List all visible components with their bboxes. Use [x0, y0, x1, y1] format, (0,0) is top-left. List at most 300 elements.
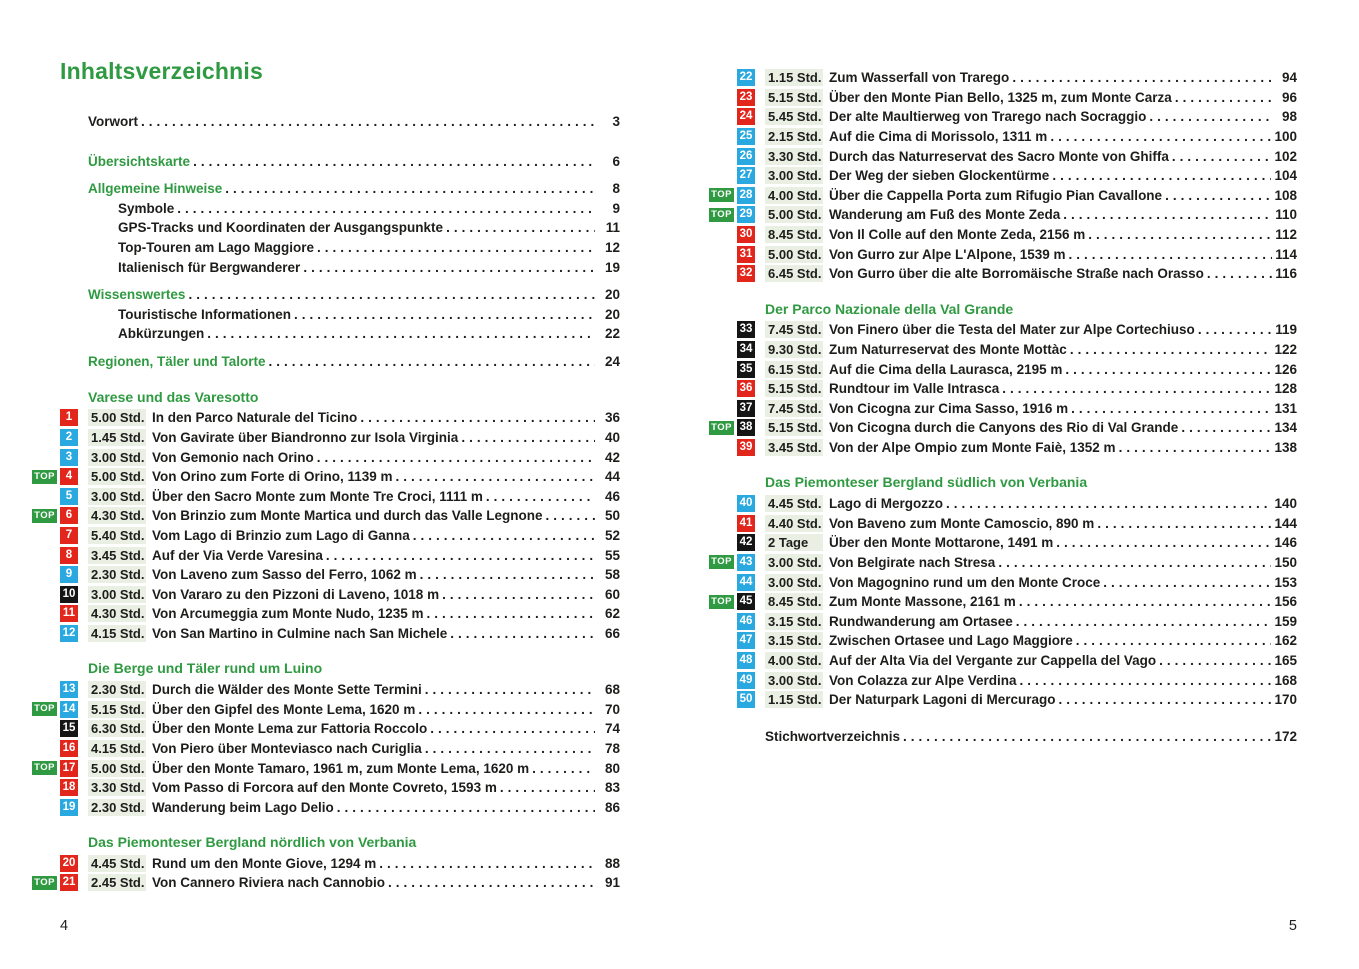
tour-duration: 2 Tage	[765, 534, 823, 551]
top-badge-slot	[707, 421, 737, 435]
tour-title: Von Gurro zur Alpe L'Alpone, 1539 m	[829, 246, 1066, 262]
tour-number-badge: 50	[737, 691, 755, 708]
tour-duration: 6.15 Std.	[765, 361, 823, 378]
dot-leader	[450, 626, 595, 641]
dot-leader	[1056, 535, 1271, 550]
dot-leader	[1020, 673, 1272, 688]
dot-leader	[188, 285, 595, 305]
tour-title: Vom Lago di Brinzio zum Lago di Ganna	[152, 527, 410, 543]
tour-page-number: 80	[604, 760, 620, 776]
tour-title: Rund um den Monte Giove, 1294 m	[152, 855, 377, 871]
section-heading: Das Piemonteser Bergland nördlich von Verbania	[88, 834, 417, 850]
dot-leader	[207, 324, 595, 344]
tour-number-badge: 43	[737, 554, 755, 571]
dot-leader	[1198, 322, 1272, 337]
tour-page-number: 83	[604, 780, 620, 796]
top-badge-slot	[30, 470, 60, 484]
tour-title: Der alte Maultierweg von Trarego nach Socraggio	[829, 109, 1147, 125]
dot-leader	[193, 152, 595, 172]
tour-duration: 3.45 Std.	[88, 547, 146, 564]
tour-title: Von Piero über Monteviasco nach Curiglia	[152, 740, 422, 756]
toc-section	[711, 68, 1297, 284]
toc-entry	[30, 680, 620, 700]
front-matter-page-number: 11	[605, 220, 620, 236]
toc-entry	[30, 624, 620, 644]
front-matter-label-green: Allgemeine Hinweise	[88, 181, 223, 197]
tour-duration: 3.00 Std.	[765, 672, 823, 689]
dot-leader	[1069, 247, 1273, 262]
dot-leader	[1175, 90, 1272, 105]
tour-page-number: 55	[604, 547, 620, 563]
tour-number-badge: 29	[737, 206, 755, 223]
front-matter-label-green: Wissenswertes	[88, 287, 186, 303]
tour-duration: 3.15 Std.	[765, 632, 823, 649]
toc-entry	[30, 584, 620, 604]
front-matter-page-number: 19	[604, 259, 620, 275]
tour-page-number: 86	[604, 799, 620, 815]
tour-title: Über den Monte Lema zur Fattoria Roccolo	[152, 721, 428, 737]
toc-entry	[707, 186, 1297, 206]
page-number-left: 4	[60, 918, 69, 934]
tour-number-badge: 20	[60, 855, 78, 872]
tour-duration: 1.45 Std.	[88, 429, 146, 446]
tour-title: Zum Naturreservat des Monte Mottàc	[829, 342, 1067, 358]
tour-number-badge: 19	[60, 799, 78, 816]
tour-title: Von Magognino rund um den Monte Croce	[829, 574, 1101, 590]
tour-title: Rundtour im Valle Intrasca	[829, 381, 1000, 397]
tour-page-number: 114	[1275, 246, 1297, 262]
tour-title: Von Laveno zum Sasso del Ferro, 1062 m	[152, 567, 417, 583]
tour-duration: 2.30 Std.	[88, 566, 146, 583]
tour-page-number: 100	[1274, 129, 1297, 145]
dot-leader	[1207, 266, 1272, 281]
dot-leader	[396, 469, 595, 484]
right-sections	[711, 68, 1297, 709]
tour-page-number: 150	[1274, 554, 1297, 570]
toc-entry	[707, 399, 1297, 419]
dot-leader	[1052, 168, 1271, 183]
tour-page-number: 74	[604, 721, 620, 737]
toc-entry	[30, 699, 620, 719]
tour-duration: 1.15 Std.	[765, 69, 823, 86]
toc-entry	[707, 244, 1297, 264]
tour-page-number: 98	[1281, 109, 1297, 125]
toc-entry	[30, 739, 620, 759]
top-badge-slot	[707, 208, 737, 222]
tour-number-badge: 34	[737, 341, 755, 358]
dot-leader	[442, 587, 595, 602]
tour-title: Von Cicogna durch die Canyons des Rio di Val Grande	[829, 420, 1179, 436]
front-matter-page-number: 24	[604, 353, 620, 369]
front-matter-label: Symbole	[118, 200, 175, 216]
dot-leader	[425, 682, 595, 697]
front-matter-row	[60, 324, 620, 344]
toc-entry	[30, 487, 620, 507]
tour-number-badge: 33	[737, 321, 755, 338]
left-column	[34, 58, 620, 893]
tour-duration: 3.00 Std.	[88, 449, 146, 466]
tour-page-number: 170	[1274, 692, 1297, 708]
left-sections	[34, 388, 620, 893]
tour-title: Von Il Colle auf den Monte Zeda, 2156 m	[829, 227, 1086, 243]
tour-title: Vom Passo di Forcora auf den Monte Covreto, 1593 m	[152, 780, 497, 796]
tour-number-badge: 31	[737, 246, 755, 263]
dot-leader	[532, 761, 595, 776]
tour-duration: 2.30 Std.	[88, 799, 146, 816]
tour-page-number: 102	[1274, 148, 1297, 164]
tour-number-badge: 27	[737, 167, 755, 184]
top-badge: TOP	[709, 188, 734, 202]
tour-number-badge: 16	[60, 740, 78, 757]
front-matter-page-number: 6	[612, 153, 620, 169]
tour-title: Rundwanderung am Ortasee	[829, 613, 1013, 629]
dot-leader	[337, 800, 595, 815]
tour-page-number: 36	[604, 410, 620, 426]
tour-page-number: 159	[1274, 613, 1297, 629]
dot-leader	[1097, 516, 1271, 531]
tour-page-number: 96	[1281, 89, 1297, 105]
tour-title: Der Weg der sieben Glockentürme	[829, 168, 1050, 184]
tour-page-number: 88	[604, 855, 620, 871]
tour-number-badge: 15	[60, 720, 78, 737]
top-badge: TOP	[709, 208, 734, 222]
tour-number-badge: 24	[737, 108, 755, 125]
toc-entry	[707, 205, 1297, 225]
toc-entry	[30, 447, 620, 467]
tour-duration: 5.15 Std.	[765, 380, 823, 397]
page-title: Inhaltsverzeichnis	[60, 58, 264, 84]
top-badge: TOP	[32, 876, 57, 890]
toc-entry	[707, 513, 1297, 533]
dot-leader	[1071, 401, 1271, 416]
front-matter-row	[60, 238, 620, 258]
tour-number-badge: 8	[60, 547, 78, 564]
dot-leader	[1149, 109, 1272, 124]
front-matter-label: Italienisch für Bergwanderer	[118, 259, 301, 275]
toc-entry	[30, 526, 620, 546]
tour-number-badge: 36	[737, 380, 755, 397]
dot-leader	[486, 489, 595, 504]
front-matter-page-number: 8	[612, 181, 620, 197]
tour-page-number: 44	[604, 469, 620, 485]
front-matter-row	[60, 285, 620, 305]
tour-duration: 4.00 Std.	[765, 652, 823, 669]
toc-entry	[707, 225, 1297, 245]
tour-duration: 5.00 Std.	[88, 409, 146, 426]
top-badge-slot	[30, 761, 60, 775]
tour-duration: 3.00 Std.	[88, 488, 146, 505]
tour-duration: 3.00 Std.	[765, 574, 823, 591]
top-badge: TOP	[32, 470, 57, 484]
tour-number-badge: 46	[737, 613, 755, 630]
front-matter-page-number: 22	[604, 326, 620, 342]
dot-leader	[1088, 227, 1272, 242]
tour-number-badge: 28	[737, 187, 755, 204]
section-heading: Varese und das Varesotto	[88, 388, 259, 405]
front-matter-label: Touristische Informationen	[118, 306, 292, 322]
tour-duration: 3.00 Std.	[765, 554, 823, 571]
toc-entry	[707, 340, 1297, 360]
tour-number-badge: 48	[737, 652, 755, 669]
dot-leader	[420, 567, 595, 582]
tour-number-badge: 11	[60, 605, 78, 622]
tour-title: Von Orino zum Forte di Orino, 1139 m	[152, 469, 393, 485]
tour-title: Zwischen Ortasee und Lago Maggiore	[829, 633, 1073, 649]
dot-leader	[418, 702, 595, 717]
tour-page-number: 110	[1275, 207, 1297, 223]
toc-entry	[707, 651, 1297, 671]
dot-leader	[1103, 575, 1271, 590]
toc-entry	[30, 797, 620, 817]
tour-number-badge: 25	[737, 128, 755, 145]
tour-duration: 5.15 Std.	[88, 701, 146, 718]
section-heading: Das Piemonteser Bergland südlich von Verbania	[765, 474, 1088, 491]
toc-entry	[707, 418, 1297, 438]
tour-page-number: 50	[604, 508, 620, 524]
tour-duration: 9.30 Std.	[765, 341, 823, 358]
toc-entry	[30, 854, 620, 874]
toc-section	[34, 833, 620, 893]
tour-duration: 5.00 Std.	[88, 468, 146, 485]
dot-leader	[546, 508, 595, 523]
top-badge: TOP	[32, 761, 57, 775]
toc-entry	[30, 545, 620, 565]
toc-entry	[707, 107, 1297, 127]
dot-leader	[388, 875, 595, 890]
tour-number-badge: 3	[60, 449, 78, 466]
tour-title: Zum Wasserfall von Trarego	[829, 70, 1010, 86]
tour-number-badge: 40	[737, 495, 755, 512]
tour-page-number: 146	[1274, 535, 1297, 551]
tour-title: Von Gemonio nach Orino	[152, 449, 314, 465]
tour-page-number: 116	[1275, 266, 1297, 282]
tour-page-number: 140	[1274, 496, 1297, 512]
tour-duration: 5.00 Std.	[88, 760, 146, 777]
toc-entry	[707, 572, 1297, 592]
tour-number-badge: 45	[737, 593, 755, 610]
tour-duration: 3.45 Std.	[765, 439, 823, 456]
dot-leader	[425, 741, 595, 756]
front-matter-label: Vorwort	[88, 114, 138, 129]
toc-section	[34, 388, 620, 644]
tour-title: Über den Sacro Monte zum Monte Tre Croci, 1111 m	[152, 488, 483, 504]
tour-page-number: 42	[604, 449, 620, 465]
toc-section	[711, 473, 1297, 709]
tour-page-number: 122	[1274, 342, 1297, 358]
toc-entry	[707, 146, 1297, 166]
dot-leader	[303, 258, 595, 278]
tour-number-badge: 4	[60, 468, 78, 485]
tour-duration: 5.40 Std.	[88, 527, 146, 544]
dot-leader	[430, 721, 595, 736]
front-matter-row	[60, 112, 620, 132]
top-badge: TOP	[32, 509, 57, 523]
front-matter-label: GPS-Tracks und Koordinaten der Ausgangspunkte	[118, 220, 444, 236]
front-matter-label-green: Regionen, Täler und Talorte	[88, 353, 266, 369]
tour-duration: 2.15 Std.	[765, 128, 823, 145]
toc-entry	[30, 604, 620, 624]
tour-page-number: 162	[1274, 633, 1297, 649]
top-badge-slot	[30, 702, 60, 716]
tour-page-number: 40	[604, 430, 620, 446]
dot-leader	[446, 218, 595, 238]
tour-number-badge: 13	[60, 681, 78, 698]
right-column	[711, 68, 1297, 747]
tour-page-number: 126	[1274, 361, 1297, 377]
dot-leader	[1065, 362, 1271, 377]
tour-duration: 5.45 Std.	[765, 108, 823, 125]
tour-title: Von Belgirate nach Stresa	[829, 554, 996, 570]
tour-title: Von Cicogna zur Cima Sasso, 1916 m	[829, 400, 1069, 416]
tour-duration: 4.00 Std.	[765, 187, 823, 204]
front-matter-row	[60, 258, 620, 278]
tour-duration: 5.00 Std.	[765, 206, 823, 223]
tour-number-badge: 18	[60, 779, 78, 796]
toc-entry	[707, 359, 1297, 379]
front-matter-row	[60, 152, 620, 172]
front-matter-page-number: 9	[612, 200, 620, 216]
toc-entry	[707, 379, 1297, 399]
toc-entry	[707, 166, 1297, 186]
toc-entry	[707, 670, 1297, 690]
tour-page-number: 78	[604, 740, 620, 756]
toc-entry	[30, 565, 620, 585]
tour-title: Von Brinzio zum Monte Martica und durch das Valle Legnone	[152, 508, 543, 524]
tour-page-number: 128	[1274, 381, 1297, 397]
tour-number-badge: 30	[737, 226, 755, 243]
front-matter-page-number: 3	[612, 114, 620, 129]
dot-leader	[294, 305, 595, 325]
tour-page-number: 168	[1274, 672, 1297, 688]
tour-duration: 4.30 Std.	[88, 605, 146, 622]
front-matter-row	[60, 352, 620, 372]
tour-number-badge: 47	[737, 632, 755, 649]
tour-duration: 6.45 Std.	[765, 265, 823, 282]
tour-title: Von Vararo zu den Pizzoni di Laveno, 1018 m	[152, 586, 440, 602]
tour-page-number: 52	[604, 527, 620, 543]
tour-number-badge: 9	[60, 566, 78, 583]
dot-leader	[1070, 342, 1272, 357]
top-badge: TOP	[709, 555, 734, 569]
tour-title: Von Baveno zum Monte Camoscio, 890 m	[829, 515, 1095, 531]
tour-page-number: 119	[1275, 322, 1297, 338]
dot-leader	[461, 430, 595, 445]
tour-number-badge: 41	[737, 515, 755, 532]
toc-section	[34, 659, 620, 817]
tour-title: Auf der Alta Via del Vergante zur Cappella del Vago	[829, 652, 1157, 668]
tour-title: Von Gavirate über Biandronno zur Isola Virginia	[152, 430, 459, 446]
tour-number-badge: 44	[737, 574, 755, 591]
tour-number-badge: 12	[60, 625, 78, 642]
tour-number-badge: 38	[737, 419, 755, 436]
tour-page-number: 131	[1274, 400, 1297, 416]
tour-page-number: 62	[604, 606, 620, 622]
tour-duration: 4.15 Std.	[88, 740, 146, 757]
tour-duration: 1.15 Std.	[765, 691, 823, 708]
front-matter-label-green: Übersichtskarte	[88, 153, 191, 169]
tour-title: Durch die Wälder des Monte Sette Termini	[152, 682, 422, 698]
tour-duration: 5.15 Std.	[765, 419, 823, 436]
tour-duration: 4.45 Std.	[88, 855, 146, 872]
toc-entry	[707, 592, 1297, 612]
tour-duration: 4.45 Std.	[765, 495, 823, 512]
tour-page-number: 108	[1274, 187, 1297, 203]
dot-leader	[1172, 149, 1272, 164]
tour-title: Wanderung am Fuß des Monte Zeda	[829, 207, 1061, 223]
toc-entry	[707, 264, 1297, 284]
tour-title: Von Finero über die Testa del Mater zur Alpe Cortechiuso	[829, 322, 1195, 338]
tour-title: Von San Martino in Culmine nach San Michele	[152, 625, 448, 641]
tour-title: Zum Monte Massone, 2161 m	[829, 594, 1016, 610]
tour-number-badge: 32	[737, 265, 755, 282]
tour-number-badge: 23	[737, 89, 755, 106]
dot-leader	[225, 179, 595, 199]
tour-title: Der Naturpark Lagoni di Mercurago	[829, 692, 1056, 708]
dot-leader	[141, 112, 595, 132]
tour-number-badge: 22	[737, 69, 755, 86]
toc-entry	[30, 506, 620, 526]
tour-duration: 3.15 Std.	[765, 613, 823, 630]
dot-leader	[269, 352, 595, 372]
dot-leader	[1059, 692, 1272, 707]
tour-page-number: 165	[1274, 652, 1297, 668]
tour-number-badge: 37	[737, 400, 755, 417]
top-badge-slot	[707, 595, 737, 609]
tour-title: In den Parco Naturale del Ticino	[152, 410, 358, 426]
toc-entry	[30, 873, 620, 893]
tour-page-number: 156	[1274, 594, 1297, 610]
tour-duration: 7.45 Std.	[765, 321, 823, 338]
tour-title: Auf die Cima della Laurasca, 2195 m	[829, 361, 1063, 377]
dot-leader	[379, 856, 595, 871]
toc-entry	[707, 690, 1297, 710]
front-matter-list	[60, 112, 620, 372]
front-matter-label: Abkürzungen	[118, 326, 205, 342]
dot-leader	[1159, 653, 1271, 668]
tour-title: Über den Monte Tamaro, 1961 m, zum Monte Lema, 1620 m	[152, 760, 530, 776]
tour-title: Über den Gipfel des Monte Lema, 1620 m	[152, 701, 416, 717]
tour-page-number: 58	[604, 567, 620, 583]
tour-number-badge: 42	[737, 534, 755, 551]
dot-leader	[1076, 633, 1272, 648]
front-matter-page-number: 20	[604, 287, 620, 303]
toc-entry	[707, 320, 1297, 340]
tour-number-badge: 17	[60, 760, 78, 777]
tour-duration: 3.30 Std.	[765, 148, 823, 165]
tour-duration: 4.15 Std.	[88, 625, 146, 642]
dot-leader	[998, 555, 1271, 570]
dot-leader	[1012, 70, 1272, 85]
toc-entry	[707, 127, 1297, 147]
tour-title: Von der Alpe Ompio zum Monte Faiè, 1352 m	[829, 439, 1116, 455]
front-matter-row	[60, 305, 620, 325]
tour-duration: 8.45 Std.	[765, 593, 823, 610]
tour-page-number: 70	[604, 701, 620, 717]
tour-page-number: 134	[1274, 420, 1297, 436]
dot-leader	[1063, 207, 1272, 222]
tour-page-number: 91	[604, 875, 620, 891]
dot-leader	[413, 528, 595, 543]
section-heading: Der Parco Nazionale della Val Grande	[765, 300, 1014, 317]
tour-number-badge: 49	[737, 672, 755, 689]
tour-duration: 4.40 Std.	[765, 515, 823, 532]
toc-entry	[30, 467, 620, 487]
tour-title: Von Cannero Riviera nach Cannobio	[152, 875, 386, 891]
tour-page-number: 144	[1274, 515, 1297, 531]
toc-entry	[707, 68, 1297, 88]
dot-leader	[500, 780, 595, 795]
toc-entry	[30, 408, 620, 428]
